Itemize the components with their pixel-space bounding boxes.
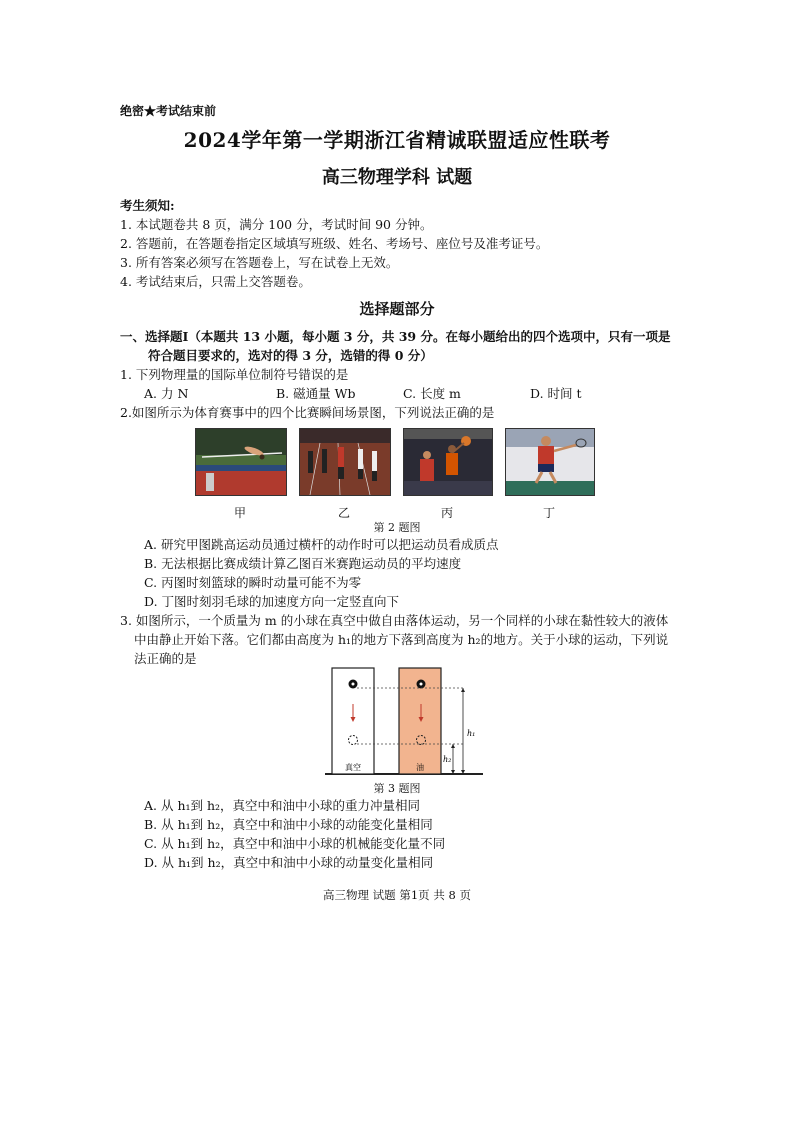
q3-figure-caption: 第 3 题图 <box>373 782 421 795</box>
notice-item: 3. 所有答案必须写在答题卷上，写在试卷上无效。 <box>120 255 399 270</box>
exam-title: 2024学年第一学期浙江省精诚联盟适应性联考 <box>183 128 611 152</box>
q3-option-d: D. 从 h₁到 h₂，真空中和油中小球的动量变化量相同 <box>144 855 434 870</box>
notice-item: 2. 答题前，在答题卷指定区域填写班级、姓名、考场号、座位号及准考证号。 <box>120 236 549 251</box>
part1-instructions-line1: 一、选择题Ⅰ（本题共 13 小题，每小题 3 分，共 39 分。在每小题给出的四个选项中，只有一项是 <box>120 329 671 344</box>
q2-option-b: B. 无法根据比赛成绩计算乙图百米赛跑运动员的平均速度 <box>144 556 462 571</box>
q1-option-b: B. 磁通量 Wb <box>276 386 356 401</box>
basketball-illustration <box>404 429 492 495</box>
q2-stem: 2.如图所示为体育赛事中的四个比赛瞬间场景图，下列说法正确的是 <box>120 405 495 420</box>
q2-option-d: D. 丁图时刻羽毛球的加速度方向一定竖直向下 <box>144 594 400 609</box>
h2-label: h₂ <box>443 755 452 764</box>
photo-label-bing: 丙 <box>440 506 453 520</box>
q1-option-a: A. 力 N <box>144 386 189 401</box>
vacuum-label: 真空 <box>345 763 361 772</box>
photo-label-jia: 甲 <box>233 506 246 520</box>
notice-heading: 考生须知: <box>120 198 175 213</box>
notice-item: 1. 本试题卷共 8 页，满分 100 分，考试时间 90 分钟。 <box>120 217 433 232</box>
q3-stem-line3: 法正确的是 <box>134 651 197 666</box>
sprint-photo <box>299 428 391 496</box>
badminton-illustration <box>506 429 594 495</box>
q1-option-d: D. 时间 t <box>530 386 582 401</box>
notice-item: 4. 考试结束后，只需上交答题卷。 <box>120 274 311 289</box>
high-jump-illustration <box>196 429 286 495</box>
q1-stem: 1. 下列物理量的国际单位制符号错误的是 <box>120 367 349 382</box>
part1-instructions-line2: 符合题目要求的，选对的得 3 分，选错的得 0 分） <box>148 348 433 363</box>
exam-subtitle: 高三物理学科 试题 <box>321 167 473 188</box>
q2-option-a: A. 研究甲图跳高运动员通过横杆的动作时可以把运动员看成质点 <box>144 537 499 552</box>
basketball-photo <box>403 428 493 496</box>
photo-label-ding: 丁 <box>542 506 555 520</box>
q3-stem-line1: 3. 如图所示，一个质量为 m 的小球在真空中做自由落体运动，另一个同样的小球在黏性较大的液体 <box>120 613 669 628</box>
q3-figure <box>325 664 485 778</box>
q3-option-c: C. 从 h₁到 h₂，真空中和油中小球的机械能变化量不同 <box>144 836 446 851</box>
badminton-photo <box>505 428 595 496</box>
photo-label-yi: 乙 <box>337 506 350 520</box>
oil-label: 油 <box>416 763 424 772</box>
q2-figure-caption: 第 2 题图 <box>373 521 421 534</box>
h1-label: h₁ <box>467 729 476 738</box>
sprint-illustration <box>300 429 390 495</box>
q1-option-c: C. 长度 m <box>403 386 461 401</box>
q2-option-c: C. 丙图时刻篮球的瞬时动量可能不为零 <box>144 575 362 590</box>
q3-option-a: A. 从 h₁到 h₂，真空中和油中小球的重力冲量相同 <box>144 798 421 813</box>
section-title: 选择题部分 <box>359 300 435 318</box>
page-footer: 高三物理 试题 第1页 共 8 页 <box>323 888 471 902</box>
high-jump-photo <box>195 428 287 496</box>
q3-option-b: B. 从 h₁到 h₂，真空中和油中小球的动能变化量相同 <box>144 817 433 832</box>
secret-label: 绝密★考试结束前 <box>120 104 217 118</box>
q3-stem-line2: 中由静止开始下落。它们都由高度为 h₁的地方下落到高度为 h₂的地方。关于小球的运动，下列说 <box>134 632 669 647</box>
